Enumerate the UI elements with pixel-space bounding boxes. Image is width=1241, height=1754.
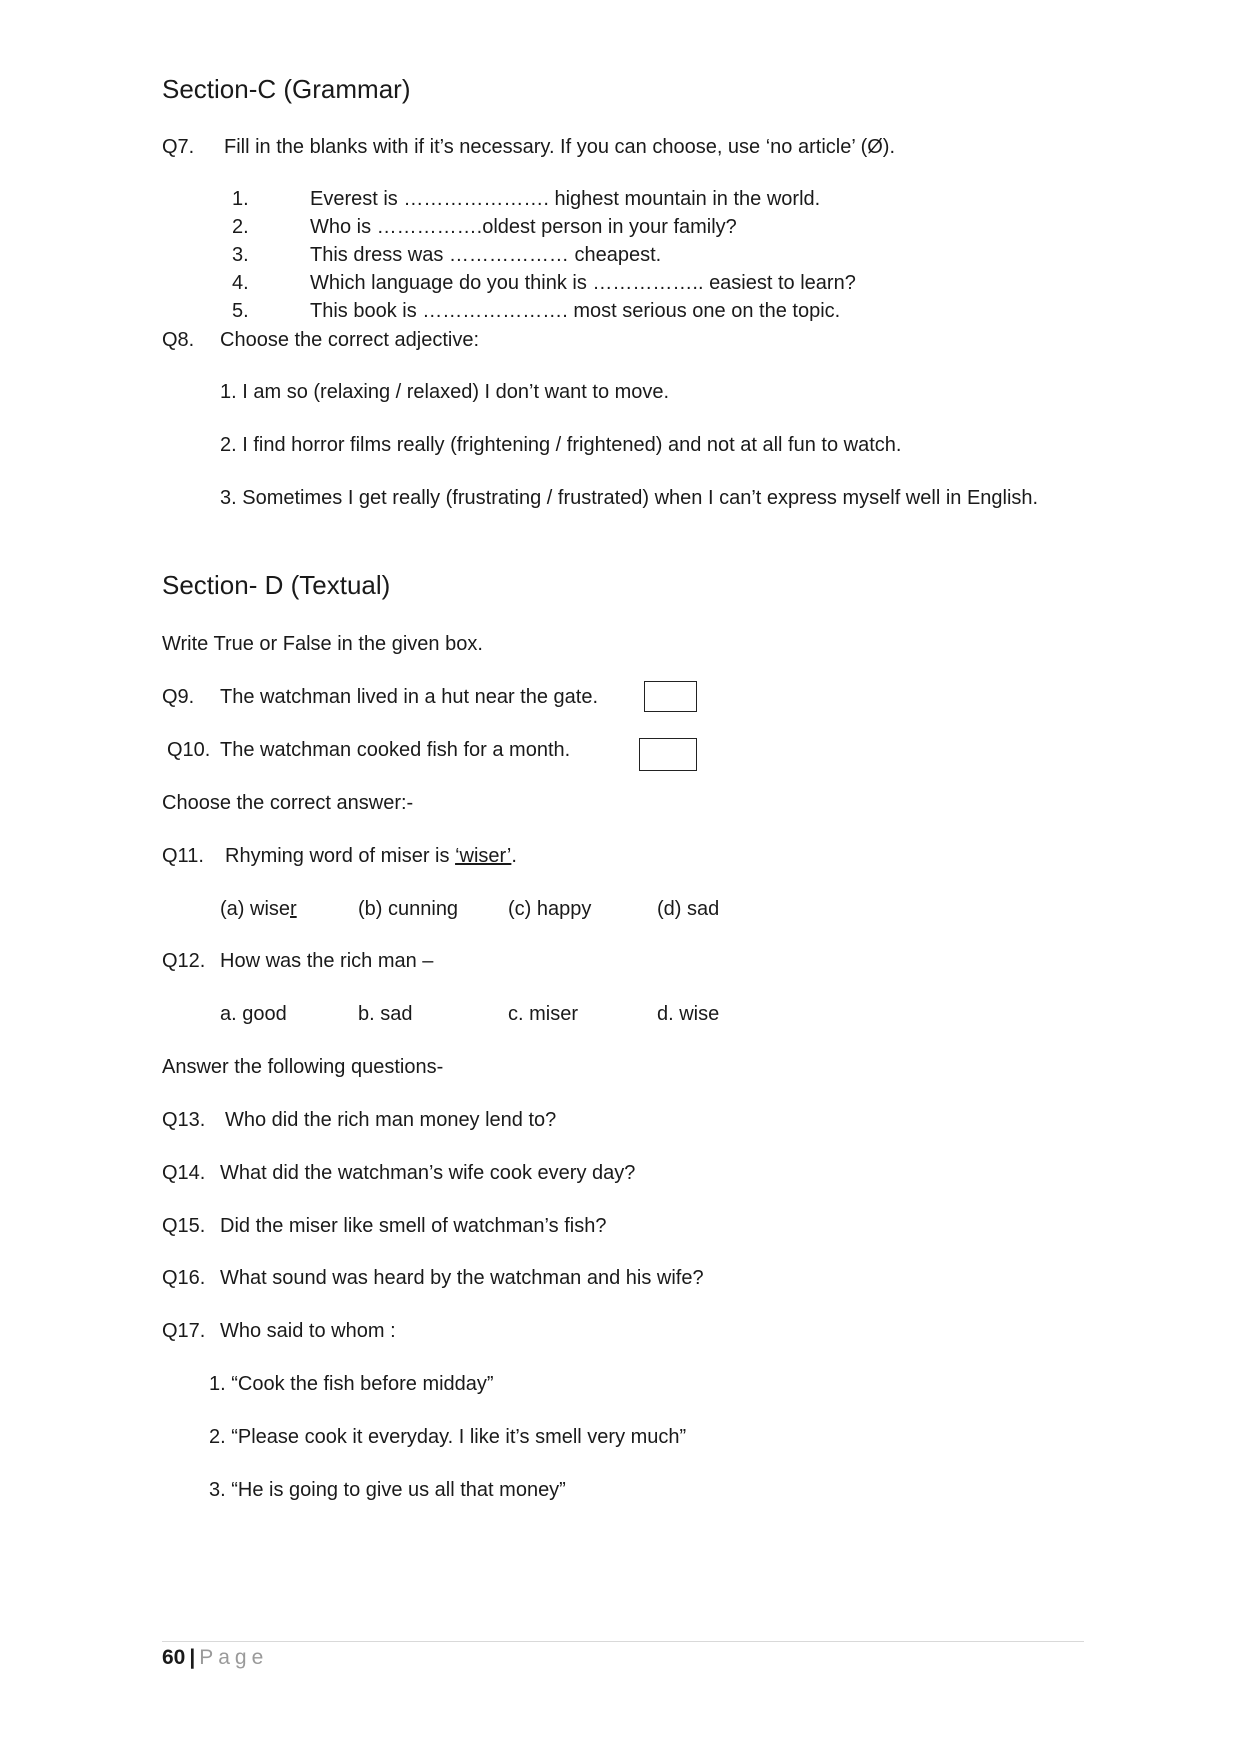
q8-number: Q8. [162,329,195,351]
q17-item: 3. “He is going to give us all that money” [209,1479,566,1501]
q17-item: 1. “Cook the fish before midday” [209,1373,494,1395]
footer-divider [162,1641,1084,1642]
q11-suffix: . [511,845,517,867]
q9-answer-box[interactable] [644,681,697,712]
q12-text: How was the rich man – [220,950,434,972]
q17-text: Who said to whom : [220,1320,396,1342]
q7-item-text: This dress was ……………… cheapest. [310,244,662,266]
q8-item: 1. I am so (relaxing / relaxed) I don’t want to move. [220,381,670,403]
section-c-title: Section-C (Grammar) [162,74,411,104]
q8-text: Choose the correct adjective: [220,329,480,351]
q12-number: Q12. [162,950,206,972]
q12-option-b: b. sad [358,1003,413,1025]
q10-text: The watchman cooked fish for a month. [220,739,571,761]
choose-instruction: Choose the correct answer:- [162,792,414,814]
q7-number: Q7. [162,136,195,158]
q13-number: Q13. [162,1109,206,1131]
q11-number: Q11. [162,845,204,867]
q11-option-b: (b) cunning [358,898,459,920]
q16-text: What sound was heard by the watchman and his wife? [220,1267,704,1289]
footer-separator: | [189,1646,196,1669]
q11-prefix: Rhyming word of miser is [225,845,456,867]
q7-item-text: Everest is …………………. highest mountain in the world. [310,188,821,210]
q11-option-a-text: (a) wise [220,898,291,920]
q15-number: Q15. [162,1215,206,1237]
q7-item-number: 3. [232,244,249,266]
q12-option-a: a. good [220,1003,287,1025]
q10-answer-box[interactable] [639,738,697,771]
q9-text: The watchman lived in a hut near the gate. [220,686,599,708]
q7-item-number: 2. [232,216,249,238]
q7-item-text: This book is …………………. most serious one on the topic. [310,300,841,322]
q17-item: 2. “Please cook it everyday. I like it’s smell very much” [209,1426,687,1448]
q11-underlined-word: ‘wiser’ [455,845,512,867]
q8-item: 3. Sometimes I get really (frustrating / frustrated) when I can’t express myself well in English. [220,487,1039,509]
q14-text: What did the watchman’s wife cook every day? [220,1162,636,1184]
page-footer [162,1646,268,1670]
q11-text [225,845,517,868]
q7-item-number: 5. [232,300,249,322]
true-false-instruction: Write True or False in the given box. [162,633,483,655]
q17-number: Q17. [162,1320,206,1342]
q7-item-text: Who is …………….oldest person in your family? [310,216,737,238]
q7-item-number: 1. [232,188,249,210]
q16-number: Q16. [162,1267,206,1289]
answer-instruction: Answer the following questions- [162,1056,444,1078]
q10-number: Q10. [167,739,211,761]
q11-option-a [220,898,297,921]
page-number: 60 [162,1646,186,1669]
q12-option-d: d. wise [657,1003,720,1025]
q9-number: Q9. [162,686,195,708]
q13-text: Who did the rich man money lend to? [225,1109,557,1131]
q7-item-text: Which language do you think is …………….. easiest to learn? [310,272,856,294]
q15-text: Did the miser like smell of watchman’s fish? [220,1215,607,1237]
q7-item-number: 4. [232,272,249,294]
q11-option-d: (d) sad [657,898,720,920]
q11-option-a-underlined-letter: r [290,898,297,920]
q11-option-c: (c) happy [508,898,592,920]
q8-item: 2. I find horror films really (frightening / frightened) and not at all fun to watch. [220,434,902,456]
q12-option-c: c. miser [508,1003,578,1025]
page-label: Page [199,1646,269,1669]
q7-text: Fill in the blanks with if it’s necessary. If you can choose, use ‘no article’ (Ø). [224,136,896,158]
section-d-title: Section- D (Textual) [162,570,391,600]
q14-number: Q14. [162,1162,206,1184]
